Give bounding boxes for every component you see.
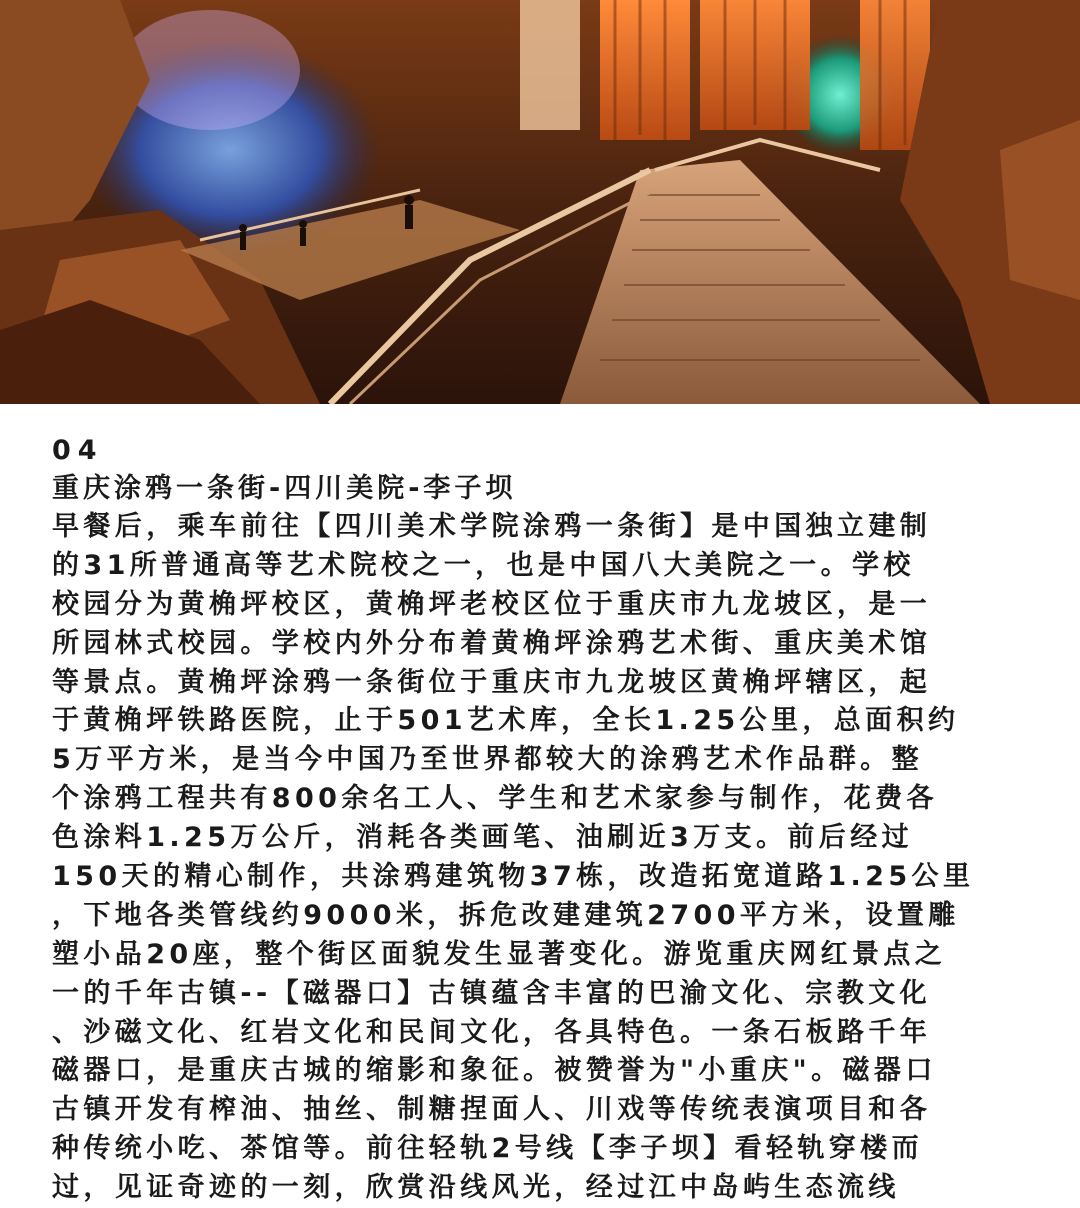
body-line: 种传统小吃、茶馆等。前往轻轨2号线【李子坝】看轻轨穿楼而 bbox=[52, 1133, 923, 1165]
body-line: 磁器口，是重庆古城的缩影和象征。被赞誉为"小重庆"。磁器口 bbox=[52, 1055, 937, 1087]
body-line: 一的千年古镇--【磁器口】古镇蕴含丰富的巴渝文化、宗教文化 bbox=[52, 977, 932, 1009]
hero-image bbox=[0, 0, 1080, 404]
body-line: 150天的精心制作，共涂鸦建筑物37栋，改造拓宽道路1.25公里 bbox=[52, 861, 975, 893]
article-title: 重庆涂鸦一条街-四川美院-李子坝 bbox=[52, 473, 517, 504]
body-line: 的31所普通高等艺术院校之一，也是中国八大美院之一。学校 bbox=[52, 549, 915, 581]
article-body bbox=[52, 508, 1068, 1208]
body-line: 校园分为黄桷坪校区，黄桷坪老校区位于重庆市九龙坡区，是一 bbox=[52, 588, 932, 620]
body-line: 塑小品20座，整个街区面貌发生显著变化。游览重庆网红景点之 bbox=[52, 938, 947, 970]
body-line: 5万平方米，是当今中国乃至世界都较大的涂鸦艺术作品群。整 bbox=[52, 744, 923, 776]
body-line: 早餐后，乘车前往【四川美术学院涂鸦一条街】是中国独立建制 bbox=[52, 511, 932, 542]
body-line: 于黄桷坪铁路医院，止于501艺术库，全长1.25公里，总面积约 bbox=[52, 705, 960, 737]
day-number: 04 bbox=[52, 435, 104, 466]
body-line: 个涂鸦工程共有800余名工人、学生和艺术家参与制作，花费各 bbox=[52, 783, 938, 815]
body-line: 古镇开发有榨油、抽丝、制糖捏面人、川戏等传统表演项目和各 bbox=[52, 1094, 932, 1126]
body-line: 过，见证奇迹的一刻，欣赏沿线风光，经过江中岛屿生态流线 bbox=[52, 1172, 900, 1204]
body-line: ，下地各类管线约9000米，拆危改建建筑2700平方米，设置雕 bbox=[52, 899, 960, 931]
body-line: 所园林式校园。学校内外分布着黄桷坪涂鸦艺术街、重庆美术馆 bbox=[52, 627, 932, 659]
body-line: 、沙磁文化、红岩文化和民间文化，各具特色。一条石板路千年 bbox=[52, 1016, 932, 1048]
cave-photo-icon bbox=[0, 0, 1080, 404]
body-line: 色涂料1.25万公斤，消耗各类画笔、油刷近3万支。前后经过 bbox=[52, 822, 914, 854]
article bbox=[52, 432, 1068, 1208]
body-line: 等景点。黄桷坪涂鸦一条街位于重庆市九龙坡区黄桷坪辖区，起 bbox=[52, 666, 932, 698]
